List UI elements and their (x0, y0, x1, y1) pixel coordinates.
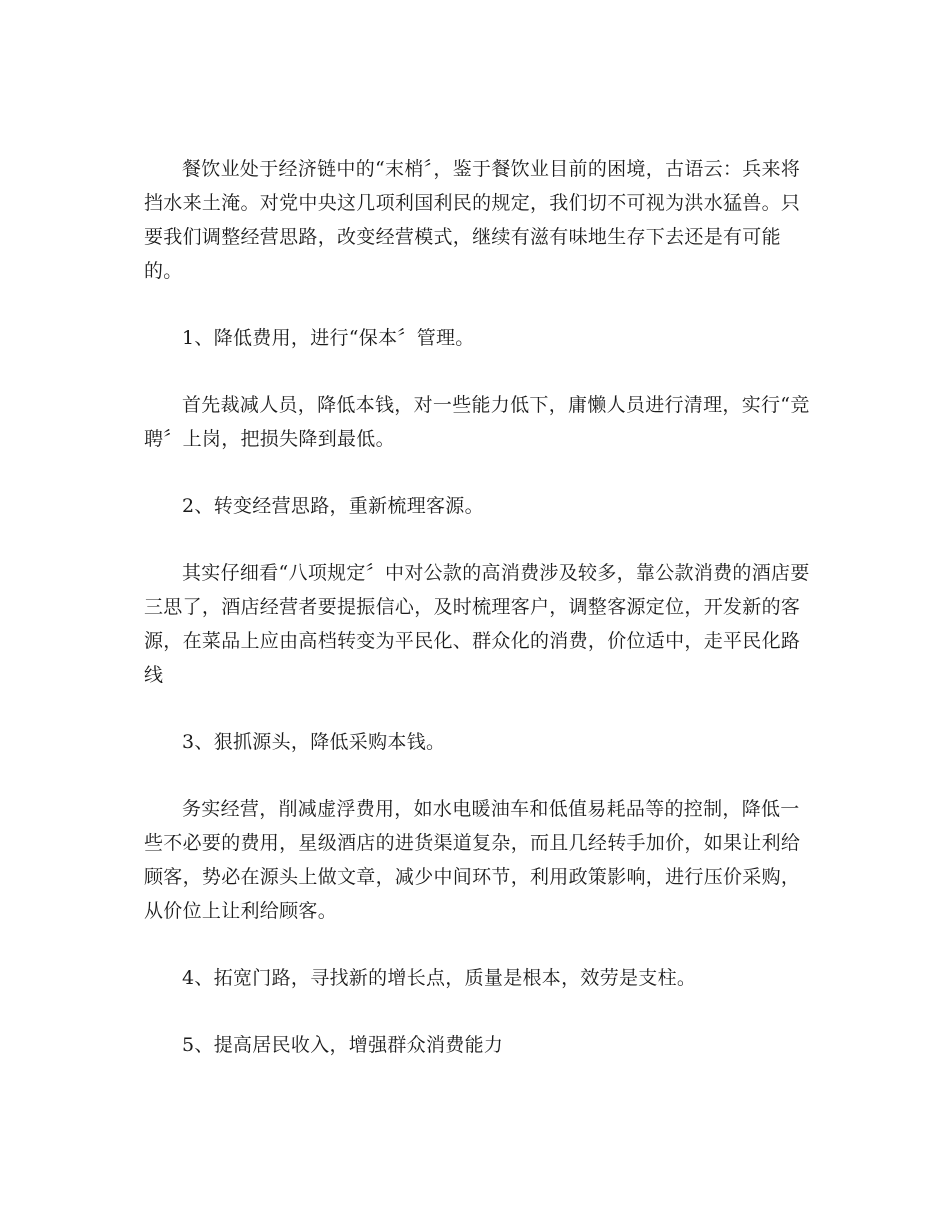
paragraph-2: 其实仔细看“八项规定〞中对公款的高消费涉及较多，靠公款消费的酒店要三思了，酒店经营者要提振信心，及时梳理客户，调整客源定位，开发新的客源，在菜品上应由高档转变为平民化、群众化的消费，价位适中，走平民化路线 (144, 562, 810, 686)
section-heading-1: 1、降低费用，进行“保本〞管理。 (182, 327, 475, 349)
paragraph-intro: 餐饮业处于经济链中的“末梢〞，鉴于餐饮业目前的困境，古语云：兵来将挡水来土淹。对党中央这几项利国利民的规定，我们切不可视为洪水猛兽。只要我们调整经营思路，改变经营模式，继续有滋有味地生存下去还是有可能的。 (144, 158, 801, 282)
section-heading-3: 3、狠抓源头，降低采购本钱。 (182, 731, 446, 753)
paragraph-1: 首先裁减人员，降低本钱，对一些能力低下，庸懒人员进行清理，实行“竞聘〞上岗，把损失降到最低。 (144, 394, 810, 450)
section-heading-4: 4、拓宽门路，寻找新的增长点，质量是根本，效劳是支柱。 (182, 967, 697, 989)
document-body (144, 152, 814, 1095)
section-heading-2: 2、转变经营思路，重新梳理客源。 (182, 495, 484, 517)
section-heading-5: 5、提高居民收入，增强群众消费能力 (182, 1034, 504, 1056)
paragraph-3: 务实经营，削减虚浮费用，如水电暖油车和低值易耗品等的控制，降低一些不必要的费用，星级酒店的进货渠道复杂，而且几经转手加价，如果让利给顾客，势必在源头上做文章，减少中间环节，利用政策影响，进行压价采购，从价位上让利给顾客。 (144, 798, 801, 922)
